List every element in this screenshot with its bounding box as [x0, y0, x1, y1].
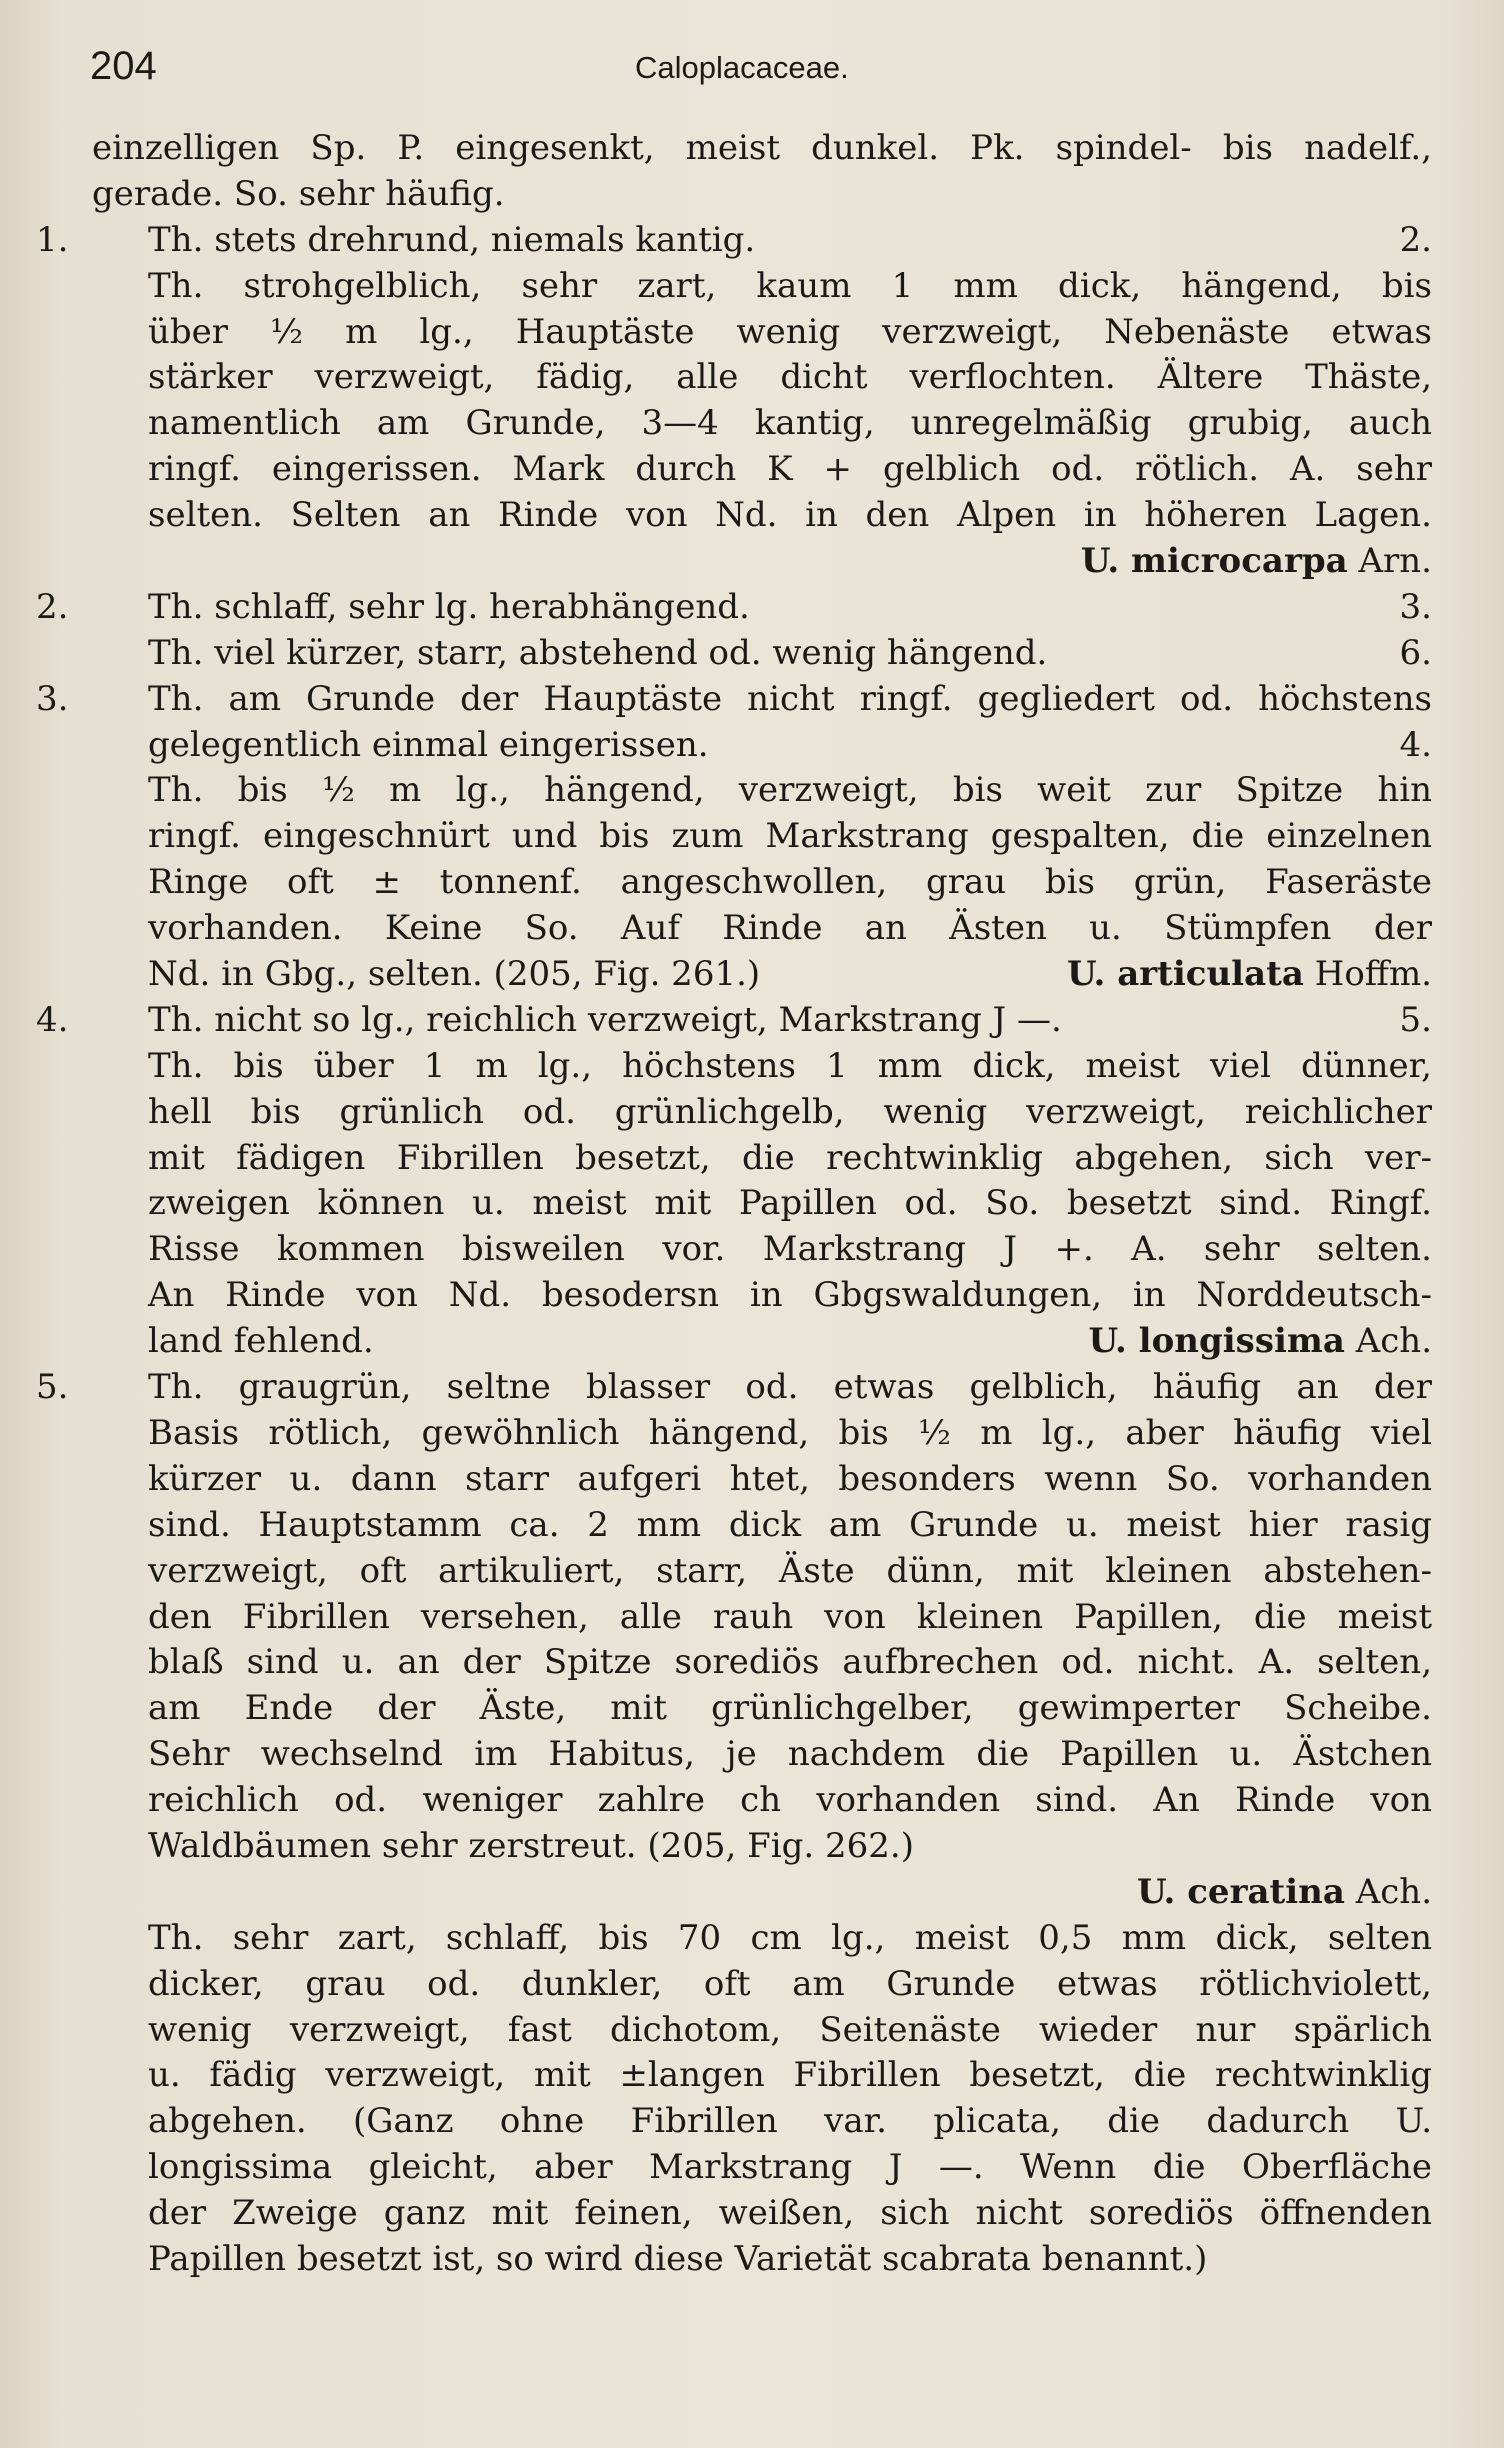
text-line: verzweigt, oft artikuliert, starr, Äste dünn, mit kleinen abstehen- — [148, 1550, 1432, 1591]
text-line: sind. Hauptstamm ca. 2 mm dick am Grunde u. meist hier rasig — [148, 1504, 1432, 1545]
key-reference: 5. — [1399, 999, 1432, 1040]
key-line — [36, 218, 1432, 264]
key-text: Th. graugrün, seltne blasser od. etwas gelblich, häufig an der — [148, 1367, 1432, 1408]
text-line: namentlich am Grunde, 3—4 kantig, unregelmäßig grubig, auch — [148, 403, 1432, 444]
key-line — [36, 677, 1432, 723]
text-line: Risse kommen bisweilen vor. Markstrang J +. A. sehr selten. — [148, 1229, 1432, 1270]
text-line: ringf. eingeschnürt und bis zum Markstrang gespalten, die einzelnen — [148, 816, 1432, 857]
text-line: wenig verzweigt, fast dichotom, Seitenäste wieder nur spärlich — [148, 2009, 1432, 2050]
key-reference: 3. — [1399, 586, 1432, 627]
key-text: land fehlend. — [148, 1321, 374, 1362]
text-line: mit fädigen Fibrillen besetzt, die rechtwinklig abgehen, sich ver- — [148, 1137, 1432, 1178]
text-line: vorhanden. Keine So. Auf Rinde an Ästen u. Stümpfen der — [148, 908, 1432, 949]
text-line: hell bis grünlich od. grünlichgelb, wenig verzweigt, reichlicher — [148, 1091, 1432, 1132]
key-number: 4. — [36, 999, 69, 1040]
key-line — [36, 1365, 1432, 1411]
key-line — [92, 1319, 1432, 1365]
text-line: reichlich od. weniger zahlre ch vorhanden sind. An Rinde von — [148, 1780, 1432, 1821]
key-number: 1. — [36, 219, 69, 260]
text-line: Basis rötlich, gewöhnlich hängend, bis ½ m lg., aber häufig viel — [148, 1412, 1432, 1453]
text-line: Ringe oft ± tonnenf. angeschwollen, grau bis grün, Faseräste — [148, 862, 1432, 903]
species-name: U. ceratina — [1137, 1871, 1345, 1912]
text-line: selten. Selten an Rinde von Nd. in den Alpen in höheren Lagen. — [148, 495, 1432, 536]
key-line — [92, 631, 1432, 677]
key-text: Th. nicht so lg., reichlich verzweigt, Markstrang J —. — [148, 999, 1062, 1040]
text-line: An Rinde von Nd. besodersn in Gbgswaldungen, in Norddeutsch- — [148, 1275, 1432, 1316]
key-number: 5. — [36, 1367, 69, 1408]
species-name-line: U. articulata Hoffm. — [1066, 954, 1432, 995]
text-line: kürzer u. dann starr aufgeri htet, besonders wenn So. vorhanden — [148, 1458, 1432, 1499]
key-text: Th. stets drehrund, niemals kantig. — [148, 219, 756, 260]
key-text: Th. am Grunde der Hauptäste nicht ringf. gegliedert od. höchstens — [148, 678, 1432, 719]
text-line: der Zweige ganz mit feinen, weißen, sich nicht sorediös öffnenden — [148, 2193, 1432, 2234]
text-line: stärker verzweigt, fädig, alle dicht verflochten. Ältere Thäste, — [148, 357, 1432, 398]
species-name: U. microcarpa — [1080, 541, 1348, 582]
text-line: blaß sind u. an der Spitze sorediös aufbrechen od. nicht. A. selten, — [148, 1642, 1432, 1683]
text-line: zweigen können u. meist mit Papillen od. So. besetzt sind. Ringf. — [148, 1183, 1432, 1224]
text-line: einzelligen Sp. P. eingesenkt, meist dunkel. Pk. spindel- bis nadelf., — [92, 128, 1432, 168]
text-line: Sehr wechselnd im Habitus, je nachdem die Papillen u. Ästchen — [148, 1734, 1432, 1775]
page-header — [90, 44, 1430, 104]
body-text — [36, 126, 1432, 2283]
species-name-line: U. microcarpa Arn. — [1080, 541, 1432, 582]
text-line: am Ende der Äste, mit grünlichgelber, gewimperter Scheibe. — [148, 1688, 1432, 1729]
key-text: gelegentlich einmal eingerissen. — [148, 724, 709, 765]
key-text: Th. schlaff, sehr lg. herabhängend. — [148, 586, 750, 627]
text-line: longissima gleicht, aber Markstrang J —. Wenn die Oberfläche — [148, 2147, 1432, 2188]
text-line: Th. bis ½ m lg., hängend, verzweigt, bis weit zur Spitze hin — [148, 770, 1432, 811]
text-line: dicker, grau od. dunkler, oft am Grunde etwas rötlichviolett, — [148, 1963, 1432, 2004]
key-number: 3. — [36, 678, 69, 719]
running-title: Caloplacaceae. — [635, 50, 849, 85]
key-reference: 6. — [1399, 632, 1432, 673]
key-reference: 2. — [1399, 219, 1432, 260]
text-line: über ½ m lg., Hauptäste wenig verzweigt, Nebenäste etwas — [148, 311, 1432, 352]
text-line: gerade. So. sehr häufig. — [92, 173, 505, 214]
key-text: Th. viel kürzer, starr, abstehend od. wenig hängend. — [148, 632, 1048, 673]
text-line: u. fädig verzweigt, mit ±langen Fibrillen besetzt, die rechtwinklig — [148, 2055, 1432, 2096]
species-name-line: U. longissima Ach. — [1088, 1321, 1432, 1362]
text-line: Th. bis über 1 m lg., höchstens 1 mm dick, meist viel dünner, — [148, 1045, 1432, 1086]
species-name-line: U. ceratina Ach. — [1137, 1871, 1432, 1912]
species-name: U. longissima — [1088, 1321, 1345, 1362]
text-line: den Fibrillen versehen, alle rauh von kleinen Papillen, die meist — [148, 1596, 1432, 1637]
page-number: 204 — [90, 44, 157, 88]
key-line — [36, 585, 1432, 631]
text-line: Th. strohgelblich, sehr zart, kaum 1 mm dick, hängend, bis — [148, 265, 1432, 306]
key-line — [92, 723, 1432, 769]
text-line: abgehen. (Ganz ohne Fibrillen var. plicata, die dadurch U. — [148, 2101, 1432, 2142]
key-reference: 4. — [1399, 724, 1432, 765]
key-text: Nd. in Gbg., selten. (205, Fig. 261.) — [148, 954, 761, 995]
text-line: Th. sehr zart, schlaff, bis 70 cm lg., meist 0,5 mm dick, selten — [148, 1917, 1432, 1958]
key-line — [92, 952, 1432, 998]
text-line: ringf. eingerissen. Mark durch K + gelblich od. rötlich. A. sehr — [148, 449, 1432, 490]
key-line — [36, 998, 1432, 1044]
text-line: Papillen besetzt ist, so wird diese Varietät scabrata benannt.) — [148, 2238, 1208, 2279]
text-line: Waldbäumen sehr zerstreut. (205, Fig. 262.) — [148, 1825, 914, 1866]
species-name: U. articulata — [1066, 954, 1304, 995]
key-number: 2. — [36, 586, 69, 627]
